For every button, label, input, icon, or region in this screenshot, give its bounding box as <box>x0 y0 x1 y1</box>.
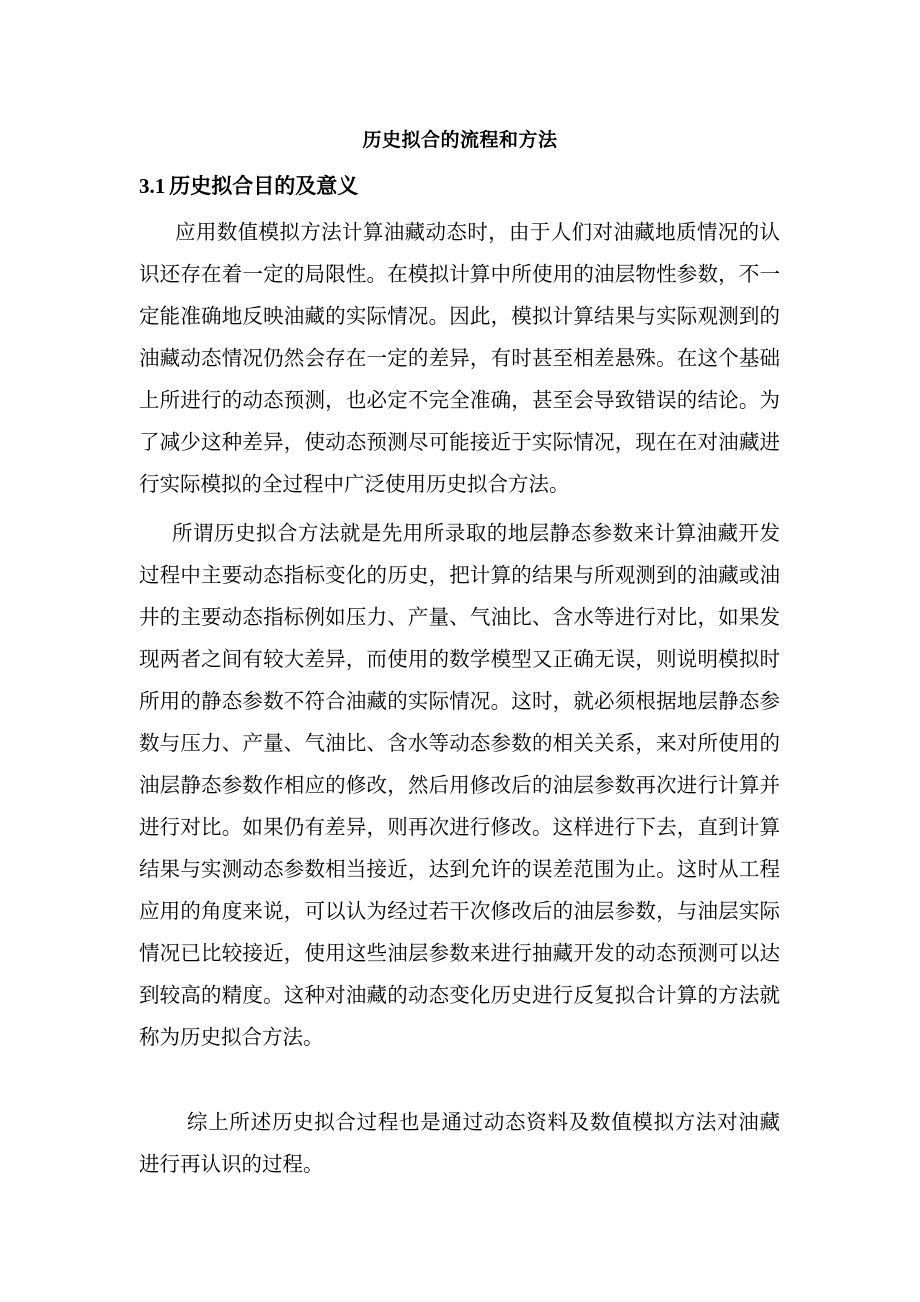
paragraph-purpose: 应用数值模拟方法计算油藏动态时，由于人们对油藏地质情况的认识还存在着一定的局限性。在模拟计算中所使用的油层物性参数，不一定能准确地反映油藏的实际情况。因此，模拟计算结果与实际观测到的油藏动态情况仍然会存在一定的差异，有时甚至相差悬殊。在这个基础上所进行的动态预测，也必定不完全准确，甚至会导致错误的结论。为了减少这种差异，使动态预测尽可能接近于实际情况，现在在对油藏进行实际模拟的全过程中广泛使用历史拟合方法。 <box>139 220 780 496</box>
section-heading-text: 历史拟合目的及意义 <box>169 174 359 198</box>
paragraph-summary: 综上所述历史拟合过程也是通过动态资料及数值模拟方法对油藏进行再认识的过程。 <box>139 1110 780 1176</box>
paragraph-definition: 所谓历史拟合方法就是先用所录取的地层静态参数来计算油藏开发过程中主要动态指标变化的历史，把计算的结果与所观测到的油藏或油井的主要动态指标例如压力、产量、气油比、含水等进行对比，如果发现两者之间有较大差异，而使用的数学模型又正确无误，则说明模拟时所用的静态参数不符合油藏的实际情况。这时，就必须根据地层静态参数与压力、产量、气油比、含水等动态参数的相关关系，来对所使用的油层静态参数作相应的修改，然后用修改后的油层参数再次进行计算并进行对比。如果仍有差异，则再次进行修改。这样进行下去，直到计算结果与实测动态参数相当接近，达到允许的误差范围为止。这时从工程应用的角度来说，可以认为经过若干次修改后的油层参数，与油层实际情况已比较接近，使用这些油层参数来进行抽藏开发的动态预测可以达到较高的精度。这种对油藏的动态变化历史进行反复拟合计算的方法就称为历史拟合方法。 <box>139 521 780 1049</box>
document-title: 历史拟合的流程和方法 <box>362 129 558 151</box>
section-heading <box>139 171 358 201</box>
section-number: 3.1 <box>139 174 166 198</box>
